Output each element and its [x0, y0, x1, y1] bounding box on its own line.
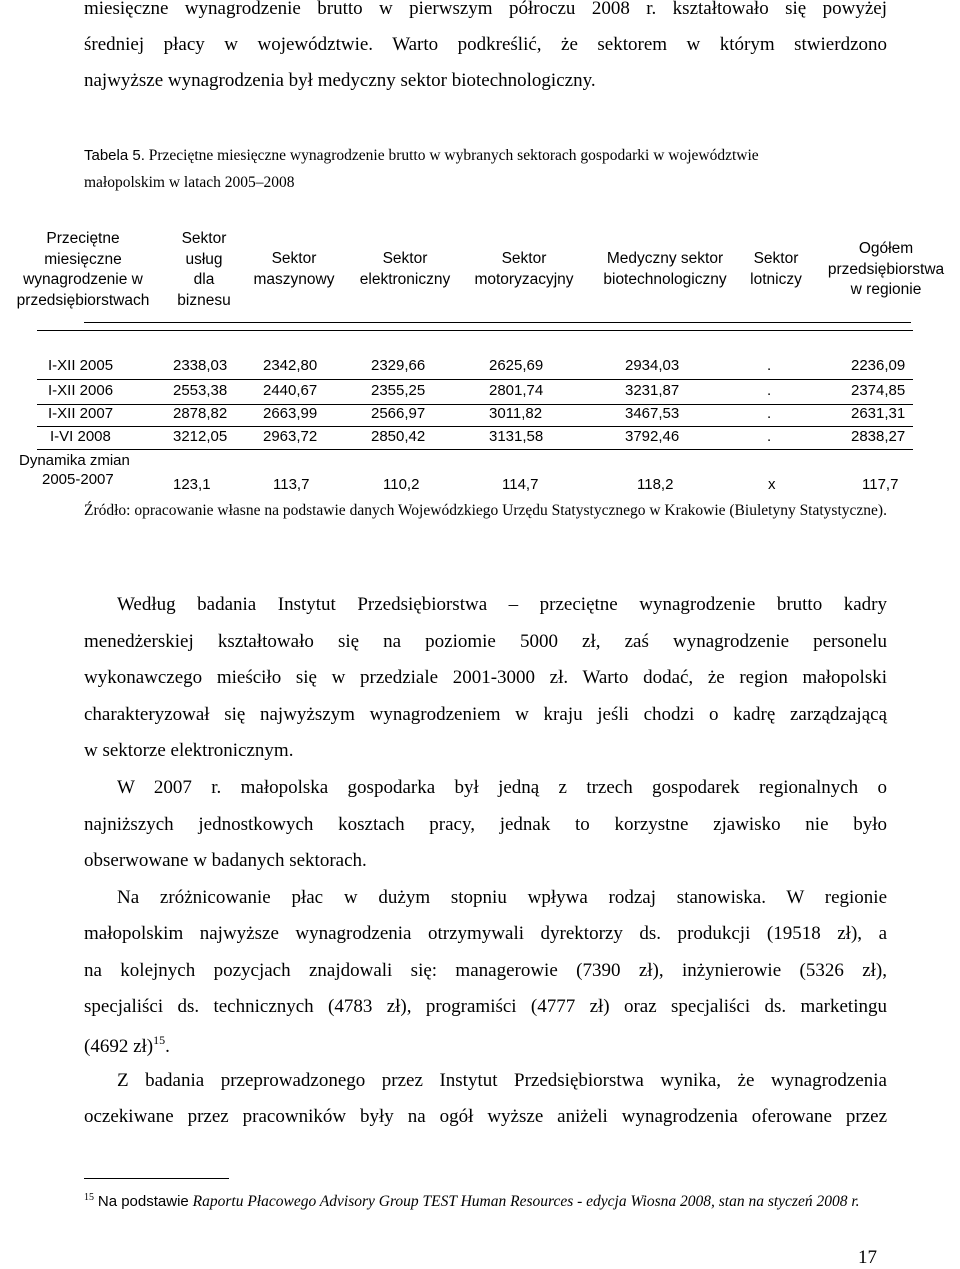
cell: 3011,82: [489, 405, 543, 422]
row-label: I-XII 2007: [48, 405, 114, 422]
paragraph-line: Według badania Instytut Przedsiębiorstwa – przeciętne wynagrodzenie brutto kadry: [117, 594, 887, 615]
footnote-source-title: Raportu Płacowego Advisory Group TEST Human Resources - edycja Wiosna 2008, stan na styczeń 2008 r.: [192, 1193, 860, 1210]
row-label: 2005-2007: [42, 471, 114, 488]
cell: 2566,97: [371, 405, 426, 422]
paragraph-line: Z badania przeprowadzonego przez Instytut Przedsiębiorstwa wynika, że wynagrodzenia: [117, 1070, 887, 1091]
cell: 2838,27: [851, 428, 906, 445]
column-header-electronics: Sektor elektroniczny: [359, 250, 451, 288]
paragraph-line: najniższych jednostkowych kosztach pracy, jednak to korzystne zjawisko nie było: [84, 814, 887, 835]
row-rule: [37, 426, 913, 427]
table-source-note: Źródło: opracowanie własne na podstawie danych Wojewódzkiego Urzędu Statystycznego w Krakowie (Biuletyny Statystyczne).: [84, 502, 887, 519]
cell: 2440,67: [263, 382, 318, 399]
cell: 2329,66: [371, 357, 426, 374]
column-header-medical-biotech: Medyczny sektor biotechnologiczny: [603, 250, 727, 288]
cell: 3231,87: [625, 382, 680, 399]
row-label: I-XII 2005: [48, 357, 114, 374]
cell: 2553,38: [173, 382, 228, 399]
cell: .: [767, 357, 772, 374]
paragraph-line: (4692 zł)$^{15}$.: [84, 1033, 170, 1057]
paragraph-line: charakteryzował się najwyższym wynagrodzeniem w kraju jeśli chodzi o kadrę zarządzającą: [84, 704, 887, 725]
cell: x: [768, 476, 776, 493]
footnote-rule: [84, 1178, 229, 1179]
cell: 3467,53: [625, 405, 680, 422]
cell: 2801,74: [489, 382, 544, 399]
column-header-automotive: Sektor motoryzacyjny: [474, 250, 574, 288]
cell: 2338,03: [173, 357, 228, 374]
intro-line: średniej płacy w województwie. Warto podkreślić, że sektorem w którym stwierdzono: [84, 34, 887, 55]
paragraph-line: W 2007 r. małopolska gospodarka był jedną z trzech gospodarek regionalnych o: [117, 777, 887, 798]
cell: 2850,42: [371, 428, 426, 445]
row-rule: [37, 379, 913, 380]
cell: 2355,25: [371, 382, 426, 399]
cell: 3792,46: [625, 428, 680, 445]
row-rule: [37, 449, 913, 450]
cell: 118,2: [637, 476, 674, 493]
column-header-company-average: Przeciętne miesięczne wynagrodzenie w przedsiębiorstwach: [16, 230, 150, 309]
paragraph-line: wykonawczego mieściło się w przedziale 2001-3000 zł. Warto dodać, że region małopolski: [84, 667, 887, 688]
row-label: I-VI 2008: [50, 428, 111, 445]
footnote-number: 15: [84, 1192, 94, 1203]
column-header-business-services: Sektor usług dla biznesu: [177, 230, 231, 309]
intro-line: miesięczne wynagrodzenie brutto w pierwszym półroczu 2008 r. kształtowało się powyżej: [84, 0, 887, 19]
table-top-rule: [84, 322, 911, 323]
cell: 2878,82: [173, 405, 228, 422]
paragraph-line: w sektorze elektronicznym.: [84, 740, 294, 761]
cell: 110,2: [383, 476, 420, 493]
cell: 113,7: [273, 476, 310, 493]
table-label: Tabela 5.: [84, 147, 145, 164]
cell: 114,7: [502, 476, 539, 493]
paragraph-line: Na zróżnicowanie płac w dużym stopniu wpływa rodzaj stanowiska. W regionie: [117, 887, 887, 908]
paragraph-line: specjaliści ds. technicznych (4783 zł), programiści (4777 zł) oraz specjaliści ds. marketingu: [84, 996, 887, 1017]
column-header-aviation: Sektor lotniczy: [750, 250, 802, 288]
footnote-prefix: Na podstawie: [97, 1193, 189, 1210]
table-header-rule: [37, 330, 913, 331]
cell: 2625,69: [489, 357, 544, 374]
cell: 2934,03: [625, 357, 680, 374]
row-label: Dynamika zmian: [19, 452, 130, 469]
cell: .: [767, 382, 772, 399]
paragraph-line: menedżerskiej kształtowało się na poziomie 5000 zł, zaś wynagrodzenie personelu: [84, 631, 887, 652]
cell: 3212,05: [173, 428, 228, 445]
cell: .: [767, 405, 772, 422]
column-header-region-total: Ogółem przedsiębiorstwa w regionie: [827, 240, 945, 298]
cell: 123,1: [173, 476, 211, 493]
column-header-machinery: Sektor maszynowy: [253, 250, 335, 288]
paragraph-line: na kolejnych pozycjach znajdowali się: managerowie (7390 zł), inżynierowie (5326 zł),: [84, 960, 887, 981]
page-number: 17: [858, 1247, 877, 1268]
footnote: [84, 1186, 884, 1214]
intro-line: najwyższe wynagrodzenia był medyczny sektor biotechnologiczny.: [84, 70, 596, 91]
cell: 117,7: [862, 476, 899, 493]
table-caption-line: małopolskim w latach 2005–2008: [84, 174, 295, 191]
row-label: I-XII 2006: [48, 382, 114, 399]
row-rule: [37, 404, 913, 405]
footnote-ref[interactable]: 15: [153, 1033, 166, 1047]
cell: .: [767, 428, 772, 445]
cell: 2236,09: [851, 357, 906, 374]
cell: 2374,85: [851, 382, 906, 399]
cell: 2663,99: [263, 405, 318, 422]
table-caption-line: Przeciętne miesięczne wynagrodzenie brutto w wybranych sektorach gospodarki w województwie: [148, 147, 759, 164]
cell: 3131,58: [489, 428, 544, 445]
cell: 2342,80: [263, 357, 318, 374]
cell: 2631,31: [851, 405, 906, 422]
paragraph-line: obserwowane w badanych sektorach.: [84, 850, 367, 871]
paragraph-line: oczekiwane przez pracowników były na ogół wyższe aniżeli wynagrodzenia oferowane przez: [84, 1106, 887, 1127]
cell: 2963,72: [263, 428, 318, 445]
paragraph-line: małopolskim najwyższe wynagrodzenia otrzymywali dyrektorzy ds. produkcji (19518 zł), a: [84, 923, 887, 944]
table-caption: [84, 142, 904, 196]
